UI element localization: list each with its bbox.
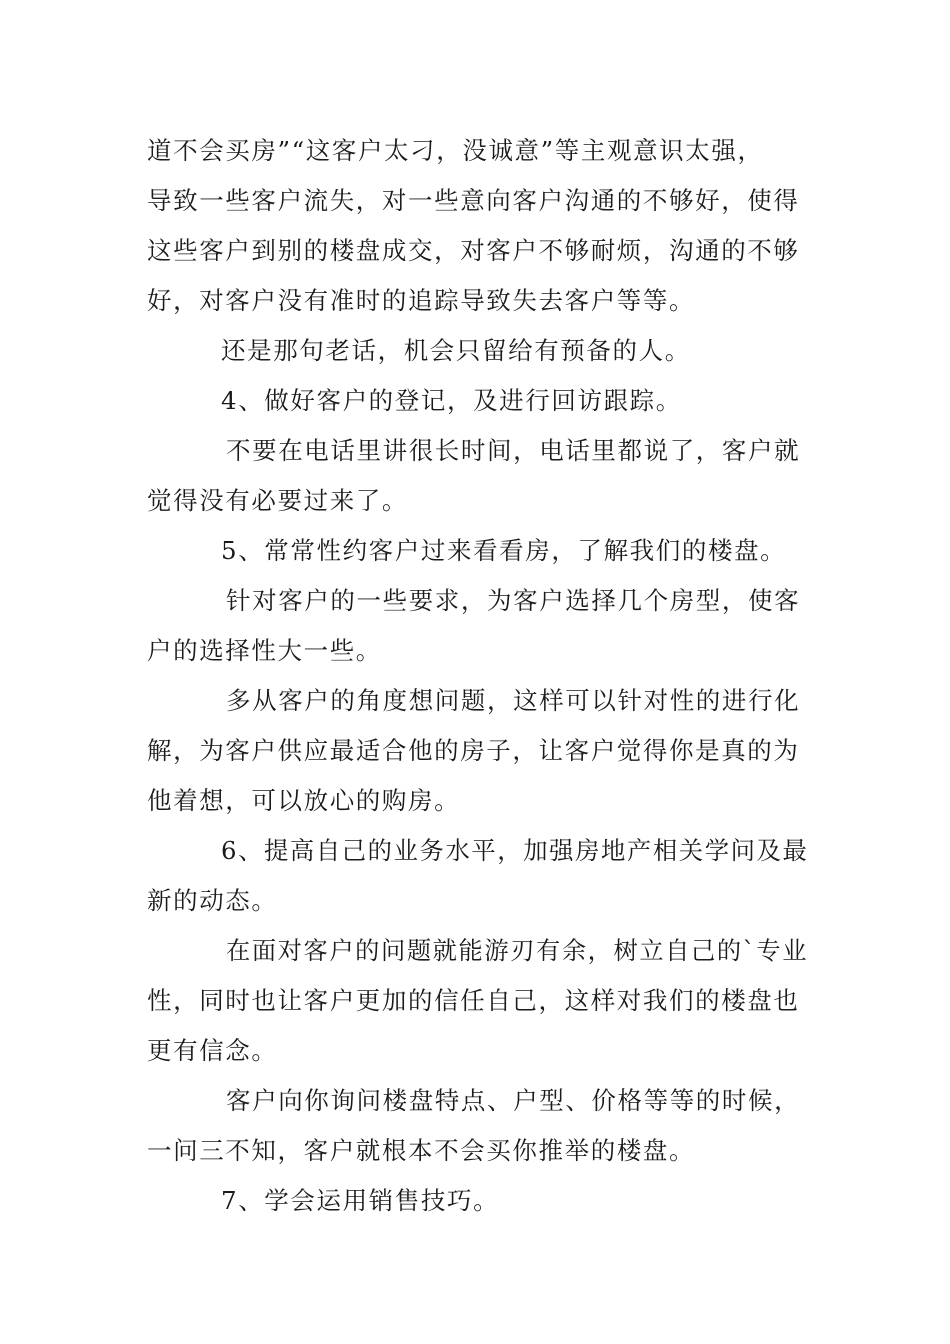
- text-line: 不要在电话里讲很长时间，电话里都说了，客户就: [226, 436, 801, 465]
- text-line: 导致一些客户流失，对一些意向客户沟通的不够好，使得: [147, 186, 800, 215]
- list-item-heading: 6、提高自己的业务水平，加强房地产相关学问及最: [221, 836, 809, 865]
- text-line: 客户向你询问楼盘特点、户型、价格等等的时候，: [226, 1086, 801, 1115]
- list-item-heading: 4、做好客户的登记，及进行回访跟踪。: [221, 386, 682, 415]
- text-line: 多从客户的角度想问题，这样可以针对性的进行化: [226, 686, 801, 715]
- text-line: 好，对客户没有准时的追踪导致失去客户等等。: [147, 286, 696, 315]
- text-line: 新的动态。: [147, 886, 278, 915]
- text-line: 他着想，可以放心的购房。: [147, 786, 461, 815]
- text-line: 还是那句老话，机会只留给有预备的人。: [221, 336, 691, 365]
- text-line: 一问三不知，客户就根本不会买你推举的楼盘。: [147, 1136, 696, 1165]
- text-line: 针对客户的一些要求，为客户选择几个房型，使客: [226, 586, 801, 615]
- text-line: 户的选择性大一些。: [147, 636, 382, 665]
- list-item-heading: 7、学会运用销售技巧。: [221, 1186, 500, 1215]
- text-line: 道不会买房”“这客户太刁，没诚意”等主观意识太强，: [147, 136, 764, 165]
- text-line: 在面对客户的问题就能游刃有余，树立自己的`专业: [226, 936, 809, 965]
- text-line: 觉得没有必要过来了。: [147, 486, 408, 515]
- list-item-heading: 5、常常性约客户过来看看房，了解我们的楼盘。: [221, 536, 787, 565]
- text-line: 解，为客户供应最适合他的房子，让客户觉得你是真的为: [147, 736, 800, 765]
- text-line: 这些客户到别的楼盘成交，对客户不够耐烦，沟通的不够: [147, 236, 800, 265]
- text-line: 性，同时也让客户更加的信任自己，这样对我们的楼盘也: [147, 986, 800, 1015]
- text-line: 更有信念。: [147, 1036, 278, 1065]
